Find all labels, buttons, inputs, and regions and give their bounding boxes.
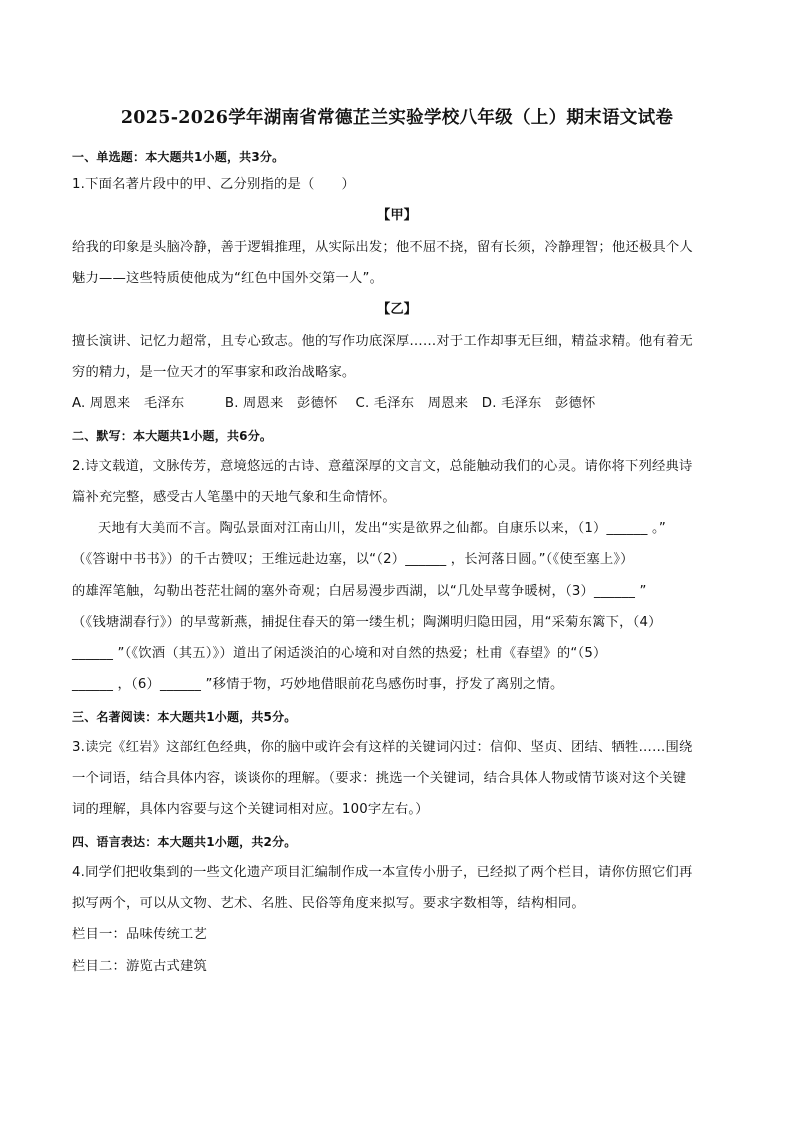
question-3-line-3: 词的理解，具体内容要与这个关键词相对应。100字左右。） <box>72 802 429 817</box>
question-4-line-1: 4.同学们把收集到的一些文化遗产项目汇编制作成一本宣传小册子，已经拟了两个栏目，请你仿照它们再 <box>72 865 693 880</box>
question-1-options: A. 周恩来 毛泽东 B. 周恩来 彭德怀 C. 毛泽东 周恩来 D. 毛泽东 彭德怀 <box>72 396 596 411</box>
question-2-line-5: 的雄浑笔触，勾勒出苍茫壮阔的塞外奇观；白居易漫步西湖，以“几处早莺争暖树，（3）______ ” <box>72 584 647 599</box>
passage-jia-line-1: 给我的印象是头脑冷静，善于逻辑推理，从实际出发；他不屈不挠，留有长须，冷静理智；他还极具个人 <box>72 240 693 255</box>
question-2-line-3: 天地有大美而不言。陶弘景面对江南山川，发出“实是欲界之仙都。自康乐以来，（1）______ 。” <box>98 521 666 536</box>
question-4-column-2: 栏目二：游览古式建筑 <box>72 959 207 974</box>
passage-label-yi: 【乙】 <box>377 302 417 317</box>
question-3-line-1: 3.读完《红岩》这部红色经典，你的脑中或许会有这样的关键词闪过：信仰、坚贞、团结、牺牲……围绕 <box>72 740 693 755</box>
question-4-line-2: 拟写两个，可以从文物、艺术、名胜、民俗等角度来拟写。要求字数相等，结构相同。 <box>72 896 585 911</box>
question-2-line-6: （《钱塘湖春行》）的早莺新燕，捕捉住春天的第一缕生机；陶渊明归隐田园，用“采菊东篱下，（4） <box>72 615 662 630</box>
question-2-line-1: 2.诗文载道，文脉传芳，意境悠远的古诗、意蕴深厚的文言文，总能触动我们的心灵。请你将下列经典诗 <box>72 459 693 474</box>
passage-yi-line-2: 穷的精力，是一位天才的军事家和政治战略家。 <box>72 365 356 380</box>
question-2-line-8: ______ ，（6）______ ”移情于物，巧妙地借眼前花鸟感伤时事，抒发了离别之情。 <box>72 677 564 692</box>
question-2-line-7: ______ ”（《饮酒（其五）》）道出了闲适淡泊的心境和对自然的热爱；杜甫《春望》的“（5） <box>72 646 607 661</box>
passage-jia-line-2: 魅力——这些特质使他成为“红色中国外交第一人”。 <box>72 271 384 286</box>
section-heading-dictation: 二、默写：本大题共1小题，共6分。 <box>72 429 273 443</box>
section-heading-classic-reading: 三、名著阅读：本大题共1小题，共5分。 <box>72 710 297 724</box>
question-1-stem: 1.下面名著片段中的甲、乙分别指的是（ ） <box>72 177 356 192</box>
question-3-line-2: 一个词语，结合具体内容，谈谈你的理解。（要求：挑选一个关键词，结合具体人物或情节谈对这个关键 <box>72 771 687 786</box>
question-2-line-4: （《答谢中书书》）的千古赞叹；王维远赴边塞，以“（2）______ ，长河落日圆。”（《使至塞上》） <box>72 552 634 567</box>
page-title: 2025-2026学年湖南省常德芷兰实验学校八年级（上）期末语文试卷 <box>120 108 674 128</box>
passage-yi-line-1: 擅长演讲、记忆力超常，且专心致志。他的写作功底深厚……对于工作却事无巨细，精益求精。他有着无 <box>72 334 693 349</box>
question-2-line-2: 篇补充完整，感受古人笔墨中的天地气象和生命情怀。 <box>72 490 396 505</box>
section-heading-language-expression: 四、语言表达：本大题共1小题，共2分。 <box>72 835 297 849</box>
passage-label-jia: 【甲】 <box>377 208 417 223</box>
question-4-column-1: 栏目一：品味传统工艺 <box>72 927 207 942</box>
section-heading-single-choice: 一、单选题：本大题共1小题，共3分。 <box>72 150 285 164</box>
